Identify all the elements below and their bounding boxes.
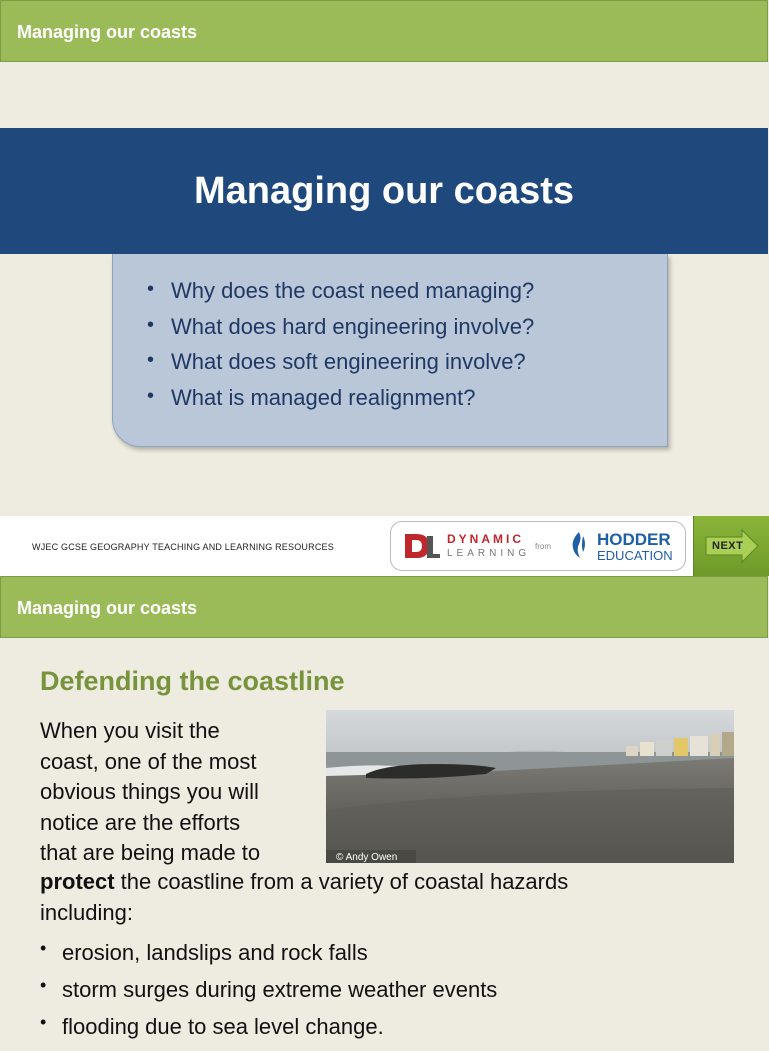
questions-list xyxy=(147,278,534,420)
slide-1 xyxy=(0,0,768,516)
title-band xyxy=(0,128,768,254)
learning-label: LEARNING xyxy=(447,548,531,559)
bullet-icon: • xyxy=(40,938,47,958)
hazard-item: • storm surges during extreme weather events xyxy=(40,975,498,1002)
bullet-icon: • xyxy=(147,349,155,371)
next-button[interactable] xyxy=(693,516,769,576)
beach-photo-image xyxy=(326,710,734,863)
slide-title: Managing our coasts xyxy=(193,170,575,212)
intro-paragraph: When you visit the coast, one of the most obvious things you will notice are the efforts that are being made to xyxy=(40,718,261,865)
hazards-list xyxy=(40,940,497,1051)
hazard-item: • flooding due to sea level change. xyxy=(40,1012,384,1039)
hodder-label: HODDER xyxy=(597,530,671,549)
bullet-icon: • xyxy=(147,313,155,336)
from-label: from xyxy=(535,542,551,551)
protect-emphasis: protect xyxy=(40,869,115,894)
question-item: • What is managed realignment? xyxy=(147,384,476,410)
question-item: • Why does the coast need managing? xyxy=(147,278,535,303)
slide-footer xyxy=(0,516,768,576)
slide-header-bar xyxy=(0,0,768,62)
including-line: including: xyxy=(40,900,133,925)
section-heading: Defending the coastline xyxy=(40,666,345,696)
bullet-icon: • xyxy=(147,278,155,300)
dynamic-label: DYNAMIC xyxy=(447,532,524,546)
hodder-logo-icon xyxy=(567,530,589,560)
bullet-icon: • xyxy=(40,975,47,995)
education-label: EDUCATION xyxy=(597,548,673,563)
question-item: • What does soft engineering involve? xyxy=(147,349,526,374)
next-button-label: NEXT xyxy=(712,540,744,552)
footer-resource-text: WJEC GCSE GEOGRAPHY TEACHING AND LEARNING RESOURCES xyxy=(32,542,334,552)
questions-box xyxy=(112,254,668,447)
protect-line: protect the coastline from a variety of coastal hazards xyxy=(40,869,569,894)
slide-header-bar xyxy=(0,576,768,638)
slide-header-title: Managing our coasts xyxy=(17,598,198,618)
photo-credit: © Andy Owen xyxy=(336,852,398,863)
coastline-photo xyxy=(326,710,734,863)
hazard-item: • erosion, landslips and rock falls xyxy=(40,938,368,965)
dl-logo-icon xyxy=(403,532,441,560)
slide-2 xyxy=(0,576,768,1039)
dynamic-learning-logo[interactable] xyxy=(390,521,686,571)
slide-header-title: Managing our coasts xyxy=(17,22,198,42)
question-item: • What does hard engineering involve? xyxy=(147,313,535,339)
bullet-icon: • xyxy=(40,1012,47,1032)
bullet-icon: • xyxy=(147,384,155,407)
